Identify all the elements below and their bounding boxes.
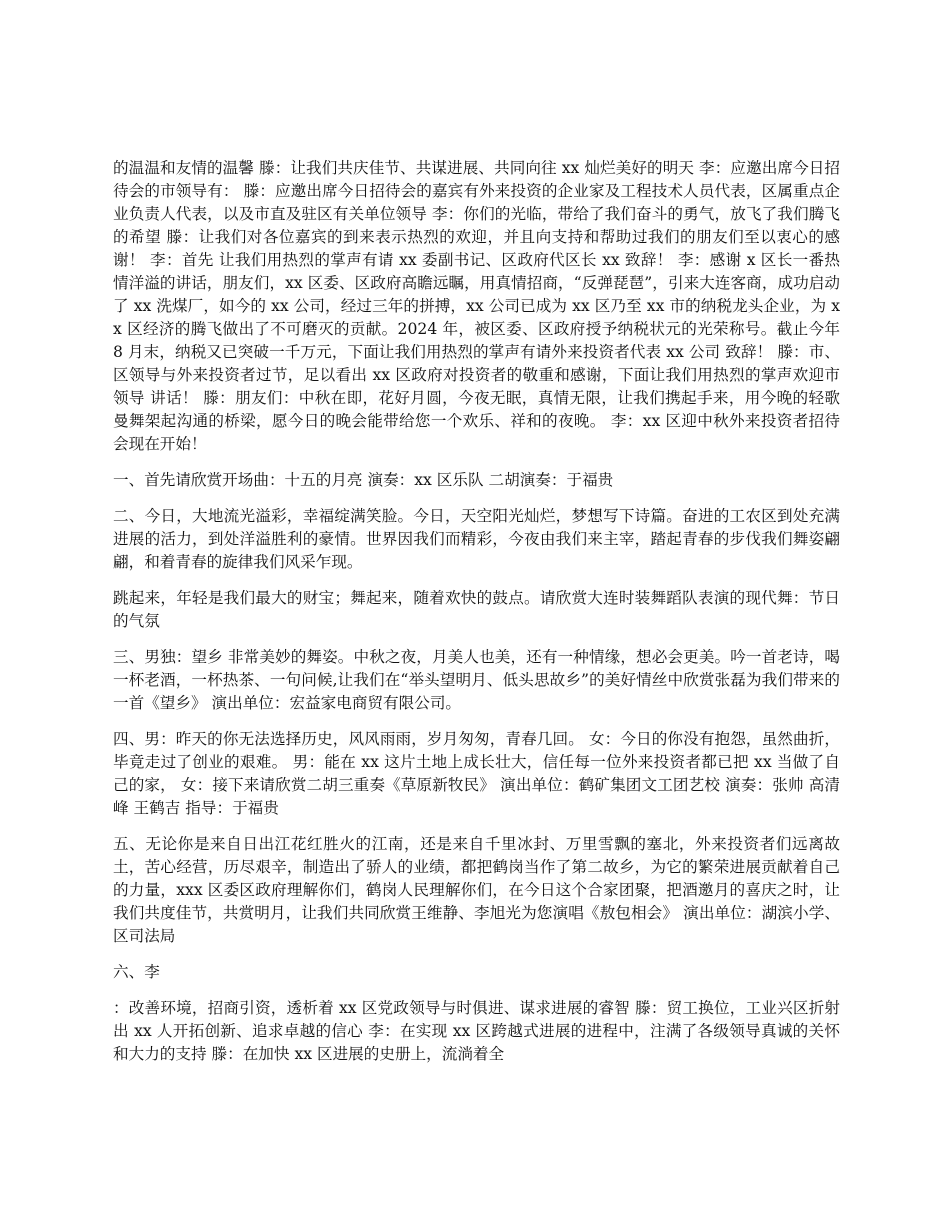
- paragraph-program-6: 六、李: [113, 963, 160, 981]
- paragraph-program-4: 四、男：昨天的你无法选择历史，风风雨雨，岁月匆匆，青春几回。 女：今日的你没有抱怨，虽然曲折，毕竟走过了创业的艰难。 男：能在 xx 这片土地上成长壮大，信任每一位外来投资者都已把 xx 当做了自己的家， 女：接下来请欣赏二胡三重奏《草原新牧民》 演出单位：鹤矿集团文工团艺校 演奏：张帅 高清峰 王鹤吉 指导：于福贵: [113, 730, 840, 817]
- paragraph-program-5: 五、无论你是来自日出江花红胜火的江南，还是来自千里冰封、万里雪飘的塞北，外来投资者们远离故土，苦心经营，历尽艰辛，制造出了骄人的业绩，都把鹤岗当作了第二故乡，为它的繁荣进展贡献着自己的力量，xxx 区委区政府理解你们，鹤岗人民理解你们，在今日这个合家团聚，把酒邀月的喜庆之时，让我们共度佳节，共赏明月，让我们共同欣赏王维静、李旭光为您演唱《敖包相会》 演出单位：湖滨小学、区司法局: [113, 835, 840, 945]
- paragraph-program-2: 二、今日，大地流光溢彩，幸福绽满笑脸。今日，天空阳光灿烂，梦想写下诗篇。奋进的工农区到处充满进展的活力，到处洋溢胜利的豪情。世界因我们而精彩，今夜由我们来主宰，踏起青春的步伐我们舞姿翩翩，和着青春的旋律我们风采乍现。: [113, 507, 840, 571]
- paragraph-opening-remarks: 的温温和友情的温馨 滕：让我们共庆佳节、共谋进展、共同向往 xx 灿烂美好的明天 李：应邀出席今日招待会的市领导有： 滕：应邀出席今日招待会的嘉宾有外来投资的企业家及工程技术人员代表，区属重点企业负责人代表，以及市直及驻区有关单位领导 李：你们的光临，带给了我们奋斗的勇气，放飞了我们腾飞的希望 滕：让我们对各位嘉宾的到来表示热烈的欢迎，并且向支持和帮助过我们的朋友们至以衷心的感谢！ 李：首先 让我们用热烈的掌声有请 xx 委副书记、区政府代区长 xx 致辞！ 李：感谢 x 区长一番热情洋溢的讲话，朋友们，xx 区委、区政府高瞻远瞩，用真情招商，“反弹琵琶”，引来大连客商，成功启动了 xx 洗煤厂，如今的 xx 公司，经过三年的拼搏，xx 公司已成为 xx 区乃至 xx 市的纳税龙头企业，为 xx 区经济的腾飞做出了不可磨灭的贡献。2024 年，被区委、区政府授予纳税状元的光荣称号。截止今年 8 月末，纳税又已突破一千万元，下面让我们用热烈的掌声有请外来投资者代表 xx 公司 致辞！ 滕：市、区领导与外来投资者过节，足以看出 xx 区政府对投资者的敬重和感谢，下面让我们用热烈的掌声欢迎市领导 讲话！ 滕：朋友们：中秋在即，花好月圆，今夜无眠，真情无限，让我们携起手来，用今晚的轻歌曼舞架起沟通的桥梁，愿今日的晚会能带给您一个欢乐、祥和的夜晚。 李：xx 区迎中秋外来投资者招待会现在开始！: [113, 159, 840, 453]
- paragraph-program-3: 三、男独：望乡 非常美妙的舞姿。中秋之夜，月美人也美，还有一种情缘，想必会更美。吟一首老诗，喝一杯老酒，一杯热茶、一句问候,让我们在“举头望明月、低头思故乡”的美好情丝中欣赏张磊为我们带来的一首《望乡》 演出单位：宏益家电商贸有限公司。: [113, 648, 840, 712]
- paragraph-program-1: 一、首先请欣赏开场曲：十五的月亮 演奏：xx 区乐队 二胡演奏：于福贵: [113, 471, 614, 489]
- paragraph-dance-intro: 跳起来，年轻是我们最大的财宝；舞起来，随着欢快的鼓点。请欣赏大连时装舞蹈队表演的现代舞：节日的气氛: [113, 589, 840, 630]
- paragraph-closing-remarks: ：改善环境，招商引资，透析着 xx 区党政领导与时俱进、谋求进展的睿智 滕：贸工换位，工业兴区折射出 xx 人开拓创新、追求卓越的信心 李：在实现 xx 区跨越式进展的进程中，注满了各级领导真诚的关怀和大力的支持 滕：在加快 xx 区进展的史册上，流淌着全: [113, 999, 840, 1063]
- document-page: [113, 157, 840, 1079]
